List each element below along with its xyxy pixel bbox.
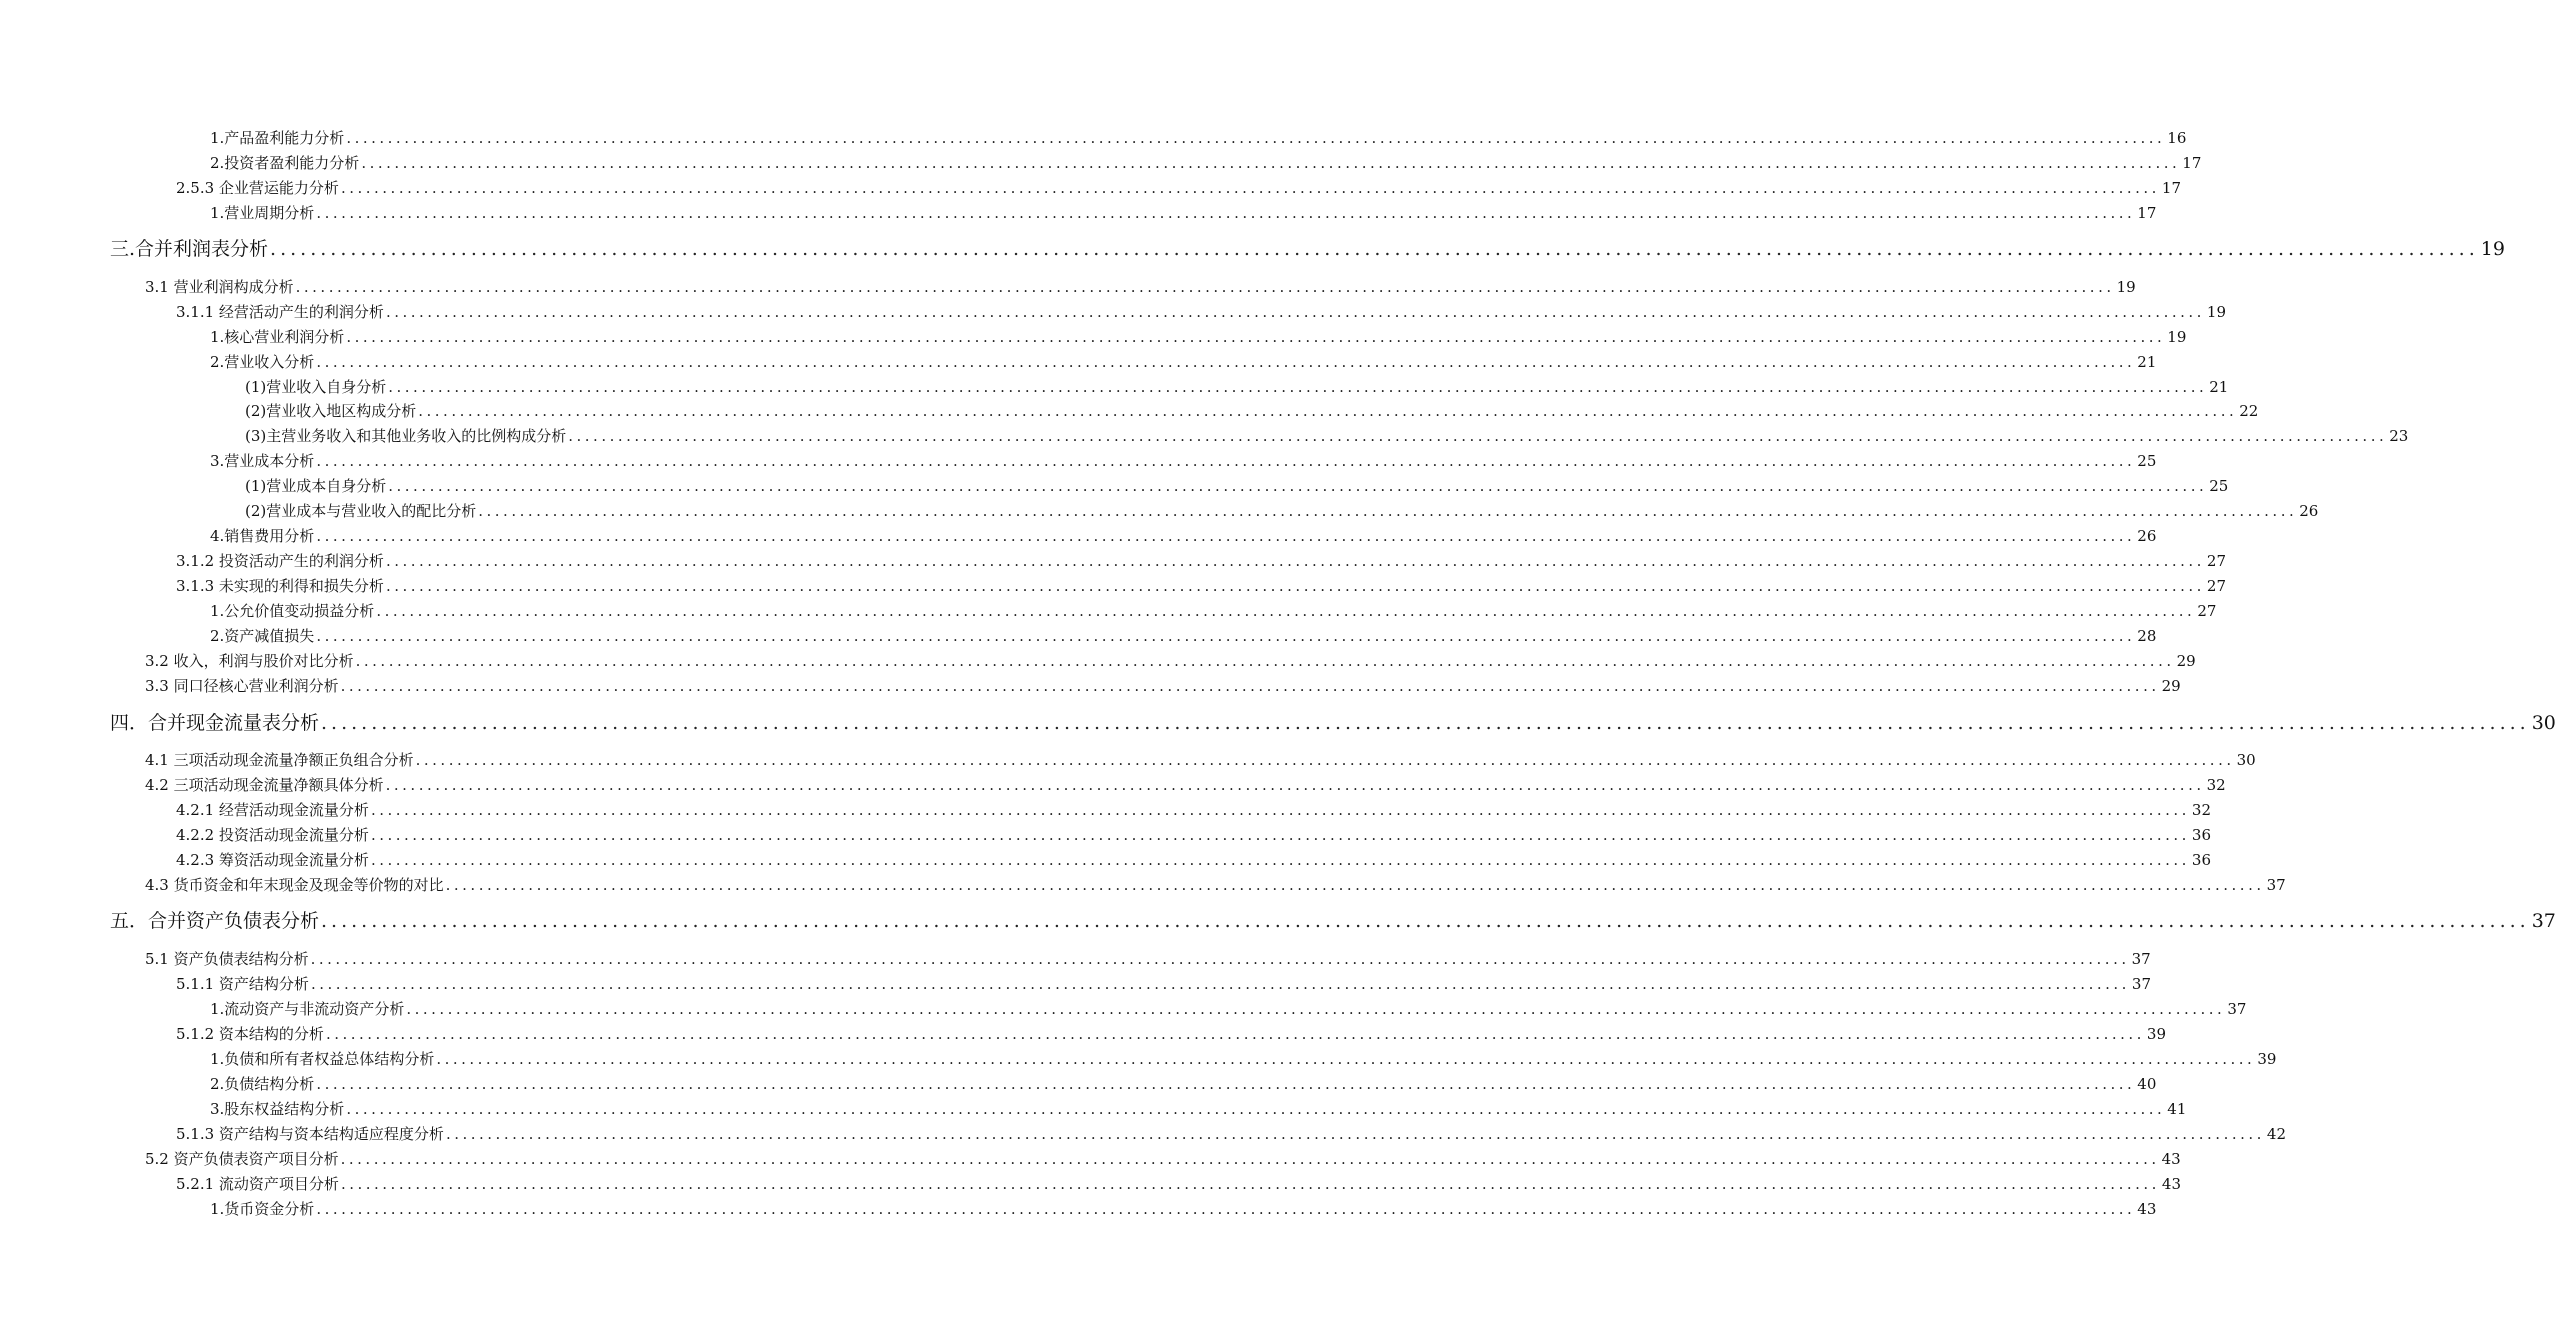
toc-page-number: 37 bbox=[2227, 1000, 2247, 1018]
toc-page-number: 28 bbox=[2137, 627, 2157, 645]
toc-entry[interactable] bbox=[210, 1074, 2157, 1094]
toc-chapter-entry[interactable] bbox=[110, 236, 2505, 262]
toc-entry[interactable] bbox=[145, 277, 2136, 297]
toc-entry-label: 1.流动资产与非流动资产分析 bbox=[210, 1000, 405, 1018]
dot-leader: ............................................................................................................................................................................................................................ bbox=[340, 179, 2160, 197]
toc-entry[interactable] bbox=[210, 128, 2187, 148]
toc-entry-label: 4.3 货币资金和年末现金及现金等价物的对比 bbox=[145, 876, 444, 894]
toc-entry-label: 3.股东权益结构分析 bbox=[210, 1100, 345, 1118]
dot-leader: ............................................................................................................................................................................................................................ bbox=[295, 278, 2115, 296]
dot-leader: ............................................................................................................................................................................................................................ bbox=[370, 801, 2190, 819]
toc-page-number: 32 bbox=[2206, 776, 2226, 794]
toc-entry[interactable] bbox=[245, 476, 2229, 496]
toc-entry-label: 4.销售费用分析 bbox=[210, 527, 315, 545]
dot-leader: ............................................................................................................................................................................................................................ bbox=[370, 826, 2190, 844]
toc-entry-label: 5.2 资产负债表资产项目分析 bbox=[145, 1150, 339, 1168]
toc-page-number: 21 bbox=[2209, 378, 2229, 396]
toc-page-number: 40 bbox=[2137, 1075, 2157, 1093]
dot-leader: ............................................................................................................................................................................................................................ bbox=[355, 652, 2175, 670]
toc-entry-label: 3.1 营业利润构成分析 bbox=[145, 278, 294, 296]
toc-entry-label: (1)营业收入自身分析 bbox=[245, 378, 387, 396]
toc-entry[interactable] bbox=[176, 800, 2212, 820]
toc-entry[interactable] bbox=[210, 327, 2187, 347]
toc-entry-label: 2.资产减值损失 bbox=[210, 627, 315, 645]
toc-entry-label: 3.营业成本分析 bbox=[210, 452, 315, 470]
toc-page-number: 19 bbox=[2206, 303, 2227, 321]
dot-leader: ............................................................................................................................................................................................................................ bbox=[316, 204, 2136, 222]
toc-entry[interactable] bbox=[210, 1049, 2277, 1069]
toc-page-number: 27 bbox=[2206, 552, 2227, 570]
toc-page-number: 25 bbox=[2137, 452, 2157, 470]
toc-page-number: 17 bbox=[2161, 179, 2182, 197]
toc-entry[interactable] bbox=[176, 178, 2182, 198]
toc-entry-label: 5.1.1 资产结构分析 bbox=[176, 975, 309, 993]
toc-page-number: 41 bbox=[2167, 1100, 2187, 1118]
toc-entry-label: 2.营业收入分析 bbox=[210, 353, 315, 371]
toc-entry[interactable] bbox=[210, 1199, 2157, 1219]
dot-leader: ............................................................................................................................................................................................................................ bbox=[321, 910, 2530, 932]
toc-page-number: 43 bbox=[2161, 1150, 2181, 1168]
toc-page-number: 36 bbox=[2191, 851, 2212, 869]
dot-leader: ............................................................................................................................................................................................................................ bbox=[316, 452, 2136, 470]
toc-page-number: 16 bbox=[2167, 129, 2187, 147]
toc-page-number: 22 bbox=[2239, 402, 2259, 420]
toc-page-number: 25 bbox=[2209, 477, 2229, 495]
toc-page-number: 36 bbox=[2191, 826, 2212, 844]
dot-leader: ............................................................................................................................................................................................................................ bbox=[316, 1075, 2136, 1093]
toc-entry[interactable] bbox=[210, 526, 2157, 546]
dot-leader: ............................................................................................................................................................................................................................ bbox=[270, 238, 2479, 260]
toc-page-number: 30 bbox=[2531, 712, 2556, 734]
toc-entry-label: 三.合并利润表分析 bbox=[110, 238, 269, 260]
toc-entry-label: 1.营业周期分析 bbox=[210, 204, 315, 222]
toc-entry[interactable] bbox=[210, 352, 2157, 372]
toc-entry[interactable] bbox=[245, 377, 2229, 397]
toc-entry[interactable] bbox=[210, 601, 2217, 621]
toc-entry[interactable] bbox=[145, 676, 2181, 696]
toc-page-number: 29 bbox=[2176, 652, 2196, 670]
dot-leader: ............................................................................................................................................................................................................................ bbox=[445, 1125, 2265, 1143]
toc-entry-label: 2.负债结构分析 bbox=[210, 1075, 315, 1093]
dot-leader: ............................................................................................................................................................................................................................ bbox=[346, 129, 2166, 147]
toc-entry-label: (2)营业成本与营业收入的配比分析 bbox=[245, 502, 477, 520]
dot-leader: ............................................................................................................................................................................................................................ bbox=[346, 1100, 2166, 1118]
dot-leader: ............................................................................................................................................................................................................................ bbox=[346, 328, 2166, 346]
toc-page-number: 27 bbox=[2206, 577, 2227, 595]
toc-entry-label: 1.货币资金分析 bbox=[210, 1200, 315, 1218]
toc-page-number: 39 bbox=[2257, 1050, 2277, 1068]
toc-chapter-entry[interactable] bbox=[110, 710, 2556, 736]
dot-leader: ............................................................................................................................................................................................................................ bbox=[436, 1050, 2256, 1068]
dot-leader: ............................................................................................................................................................................................................................ bbox=[340, 677, 2160, 695]
dot-leader: ............................................................................................................................................................................................................................ bbox=[385, 577, 2205, 595]
toc-entry[interactable] bbox=[145, 1149, 2181, 1169]
toc-entry[interactable] bbox=[145, 949, 2151, 969]
toc-entry-label: 2.5.3 企业营运能力分析 bbox=[176, 179, 339, 197]
toc-entry[interactable] bbox=[145, 750, 2256, 770]
dot-leader: ............................................................................................................................................................................................................................ bbox=[376, 602, 2196, 620]
toc-page-number: 39 bbox=[2146, 1025, 2167, 1043]
toc-page-number: 26 bbox=[2299, 502, 2319, 520]
dot-leader: ............................................................................................................................................................................................................................ bbox=[385, 552, 2205, 570]
toc-entry[interactable] bbox=[176, 302, 2227, 322]
toc-page-number: 19 bbox=[2480, 238, 2505, 260]
toc-entry-label: 4.2.3 筹资活动现金流量分析 bbox=[176, 851, 369, 869]
toc-entry-label: 1.产品盈利能力分析 bbox=[210, 129, 345, 147]
dot-leader: ............................................................................................................................................................................................................................ bbox=[316, 353, 2136, 371]
dot-leader: ............................................................................................................................................................................................................................ bbox=[310, 975, 2130, 993]
toc-entry-label: 3.1.2 投资活动产生的利润分析 bbox=[176, 552, 384, 570]
toc-entry[interactable] bbox=[176, 576, 2227, 596]
toc-entry-label: 5.1.2 资本结构的分析 bbox=[176, 1025, 324, 1043]
dot-leader: ............................................................................................................................................................................................................................ bbox=[310, 950, 2130, 968]
toc-entry-label: 3.2 收入，利润与股价对比分析 bbox=[145, 652, 354, 670]
toc-page-number: 37 bbox=[2266, 876, 2286, 894]
toc-page-number: 17 bbox=[2182, 154, 2202, 172]
dot-leader: ............................................................................................................................................................................................................................ bbox=[321, 712, 2530, 734]
toc-entry[interactable] bbox=[245, 401, 2259, 421]
toc-page-number: 37 bbox=[2531, 910, 2556, 932]
dot-leader: ............................................................................................................................................................................................................................ bbox=[445, 876, 2265, 894]
toc-entry-label: (3)主营业务收入和其他业务收入的比例构成分析 bbox=[245, 427, 567, 445]
toc-entry[interactable] bbox=[176, 551, 2227, 571]
toc-entry-label: 4.1 三项活动现金流量净额正负组合分析 bbox=[145, 751, 414, 769]
toc-page-number: 21 bbox=[2137, 353, 2157, 371]
toc-entry[interactable] bbox=[210, 1099, 2187, 1119]
toc-entry[interactable] bbox=[145, 775, 2226, 795]
toc-entry-label: 5.2.1 流动资产项目分析 bbox=[176, 1175, 339, 1193]
dot-leader: ............................................................................................................................................................................................................................ bbox=[406, 1000, 2226, 1018]
toc-entry[interactable] bbox=[145, 875, 2286, 895]
toc-entry[interactable] bbox=[210, 153, 2202, 173]
toc-entry[interactable] bbox=[176, 825, 2212, 845]
dot-leader: ............................................................................................................................................................................................................................ bbox=[385, 776, 2205, 794]
dot-leader: ............................................................................................................................................................................................................................ bbox=[340, 1150, 2160, 1168]
toc-entry[interactable] bbox=[176, 974, 2152, 994]
toc-page-number: 42 bbox=[2266, 1125, 2287, 1143]
toc-entry[interactable] bbox=[210, 451, 2157, 471]
toc-entry-label: (2)营业收入地区构成分析 bbox=[245, 402, 417, 420]
toc-entry-label: 4.2.2 投资活动现金流量分析 bbox=[176, 826, 369, 844]
toc-entry-label: (1)营业成本自身分析 bbox=[245, 477, 387, 495]
toc-page-number: 26 bbox=[2137, 527, 2157, 545]
toc-page-number: 37 bbox=[2131, 975, 2152, 993]
toc-entry[interactable] bbox=[176, 1024, 2167, 1044]
toc-entry[interactable] bbox=[176, 1124, 2287, 1144]
dot-leader: ............................................................................................................................................................................................................................ bbox=[361, 154, 2181, 172]
toc-page-number: 43 bbox=[2161, 1175, 2182, 1193]
toc-entry-label: 1.负债和所有者权益总体结构分析 bbox=[210, 1050, 435, 1068]
dot-leader: ............................................................................................................................................................................................................................ bbox=[478, 502, 2298, 520]
toc-page-number: 32 bbox=[2191, 801, 2212, 819]
toc-page-number: 19 bbox=[2167, 328, 2187, 346]
toc-entry[interactable] bbox=[245, 426, 2409, 446]
dot-leader: ............................................................................................................................................................................................................................ bbox=[325, 1025, 2145, 1043]
toc-entry-label: 4.2 三项活动现金流量净额具体分析 bbox=[145, 776, 384, 794]
dot-leader: ............................................................................................................................................................................................................................ bbox=[385, 303, 2205, 321]
dot-leader: ............................................................................................................................................................................................................................ bbox=[340, 1175, 2160, 1193]
toc-entry-label: 5.1 资产负债表结构分析 bbox=[145, 950, 309, 968]
toc-entry[interactable] bbox=[210, 626, 2157, 646]
toc-entry-label: 1.公允价值变动损益分析 bbox=[210, 602, 375, 620]
toc-entry-label: 2.投资者盈利能力分析 bbox=[210, 154, 360, 172]
toc-entry[interactable] bbox=[176, 850, 2212, 870]
toc-entry-label: 五．合并资产负债表分析 bbox=[110, 910, 320, 932]
dot-leader: ............................................................................................................................................................................................................................ bbox=[388, 477, 2208, 495]
dot-leader: ............................................................................................................................................................................................................................ bbox=[370, 851, 2190, 869]
toc-entry[interactable] bbox=[210, 999, 2247, 1019]
dot-leader: ............................................................................................................................................................................................................................ bbox=[316, 1200, 2136, 1218]
toc-entry[interactable] bbox=[210, 203, 2157, 223]
toc-page-number: 17 bbox=[2137, 204, 2157, 222]
toc-page-number: 43 bbox=[2137, 1200, 2157, 1218]
dot-leader: ............................................................................................................................................................................................................................ bbox=[316, 527, 2136, 545]
toc-entry-label: 3.3 同口径核心营业利润分析 bbox=[145, 677, 339, 695]
toc-chapter-entry[interactable] bbox=[110, 908, 2556, 934]
toc-page-number: 30 bbox=[2236, 751, 2256, 769]
dot-leader: ............................................................................................................................................................................................................................ bbox=[568, 427, 2388, 445]
toc-entry[interactable] bbox=[176, 1174, 2182, 1194]
toc-page-number: 27 bbox=[2197, 602, 2217, 620]
toc-entry-label: 1.核心营业利润分析 bbox=[210, 328, 345, 346]
toc-page-number: 37 bbox=[2131, 950, 2151, 968]
toc-page-number: 29 bbox=[2161, 677, 2181, 695]
toc-entry-label: 3.1.3 未实现的利得和损失分析 bbox=[176, 577, 384, 595]
dot-leader: ............................................................................................................................................................................................................................ bbox=[418, 402, 2238, 420]
toc-entry-label: 四．合并现金流量表分析 bbox=[110, 712, 320, 734]
dot-leader: ............................................................................................................................................................................................................................ bbox=[415, 751, 2235, 769]
toc-entry-label: 5.1.3 资产结构与资本结构适应程度分析 bbox=[176, 1125, 444, 1143]
toc-entry-label: 3.1.1 经营活动产生的利润分析 bbox=[176, 303, 384, 321]
dot-leader: ............................................................................................................................................................................................................................ bbox=[316, 627, 2136, 645]
toc-entry-label: 4.2.1 经营活动现金流量分析 bbox=[176, 801, 369, 819]
dot-leader: ............................................................................................................................................................................................................................ bbox=[388, 378, 2208, 396]
toc-entry[interactable] bbox=[145, 651, 2196, 671]
toc-entry[interactable] bbox=[245, 501, 2319, 521]
toc-page-number: 23 bbox=[2389, 427, 2409, 445]
toc-page-number: 19 bbox=[2116, 278, 2136, 296]
